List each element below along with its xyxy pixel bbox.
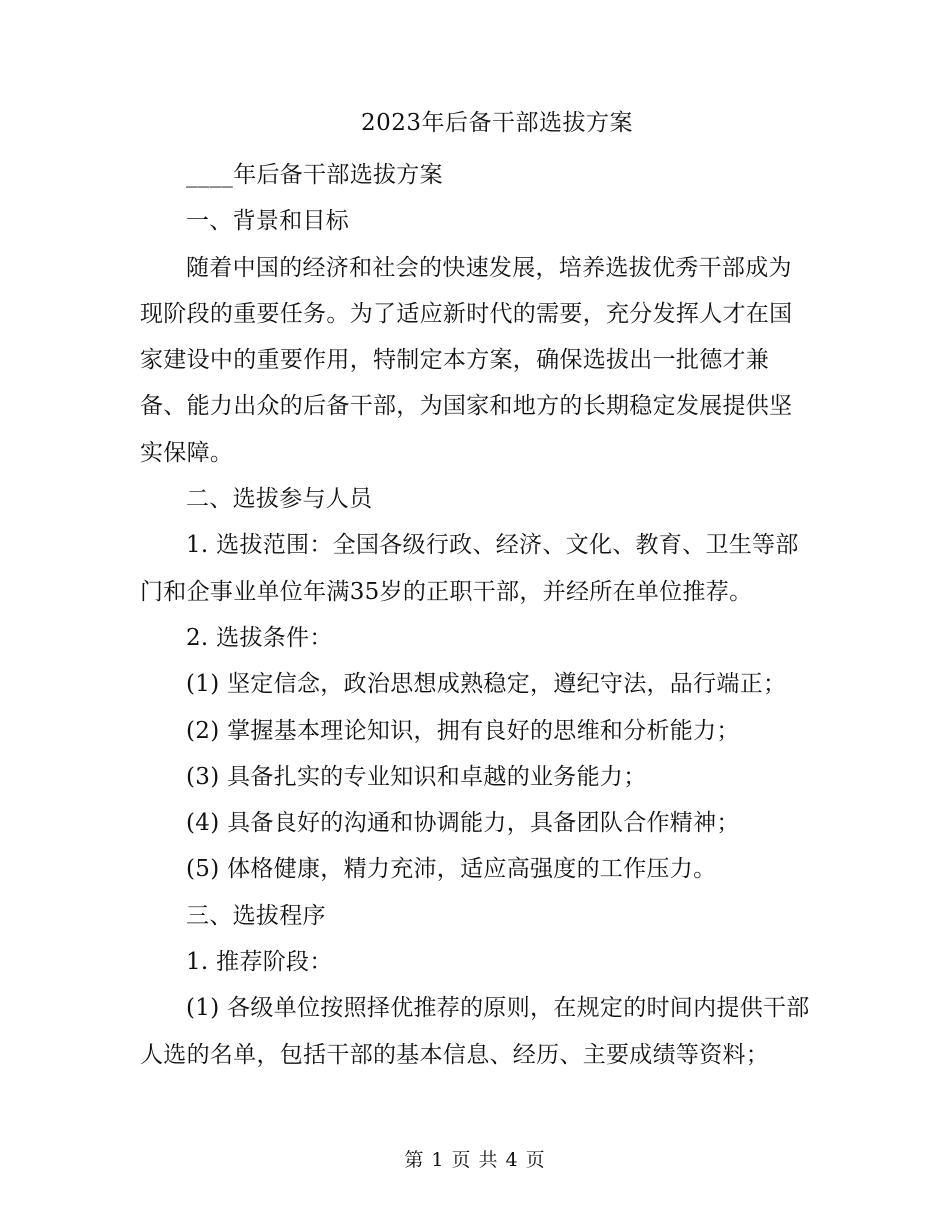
recommendation-item-1: (1) 各级单位按照择优推荐的原则，在规定的时间内提供干部人选的名单，包括干部的基本信息、经历、主要成绩等资料；	[140, 995, 810, 1068]
paragraph-selection-conditions: 2. 选拔条件：	[186, 624, 333, 651]
condition-item-3: (3) 具备扎实的专业知识和卓越的业务能力；	[186, 763, 647, 790]
paragraph-selection-scope: 1. 选拔范围：全国各级行政、经济、文化、教育、卫生等部门和企事业单位年满35岁的正职干部，并经所在单位推荐。	[140, 532, 799, 605]
document-title: 2023年后备干部选拔方案	[360, 110, 634, 136]
section-heading-background: 一、背景和目标	[186, 208, 350, 235]
condition-item-2: (2) 掌握基本理论知识，拥有良好的思维和分析能力；	[186, 717, 740, 744]
paragraph-background: 随着中国的经济和社会的快速发展，培养选拔优秀干部成为现阶段的重要任务。为了适应新时代的需要，充分发挥人才在国家建设中的重要作用，特制定本方案，确保选拔出一批德才兼备、能力出众的后备干部，为国家和地方的长期稳定发展提供坚实保障。	[140, 254, 793, 466]
paragraph-subtitle: ____年后备干部选拔方案	[186, 162, 443, 188]
condition-item-1: (1) 坚定信念，政治思想成熟稳定，遵纪守法，品行端正；	[186, 671, 787, 698]
condition-item-4: (4) 具备良好的沟通和协调能力，具备团队合作精神；	[186, 810, 740, 837]
section-heading-participants: 二、选拔参与人员	[186, 486, 373, 513]
section-heading-procedure: 三、选拔程序	[186, 902, 326, 929]
page-footer: 第 1 页 共 4 页	[404, 1149, 546, 1171]
paragraph-recommendation-stage: 1. 推荐阶段：	[186, 949, 333, 976]
condition-item-5: (5) 体格健康，精力充沛，适应高强度的工作压力。	[186, 856, 717, 883]
document-body	[140, 152, 812, 1078]
